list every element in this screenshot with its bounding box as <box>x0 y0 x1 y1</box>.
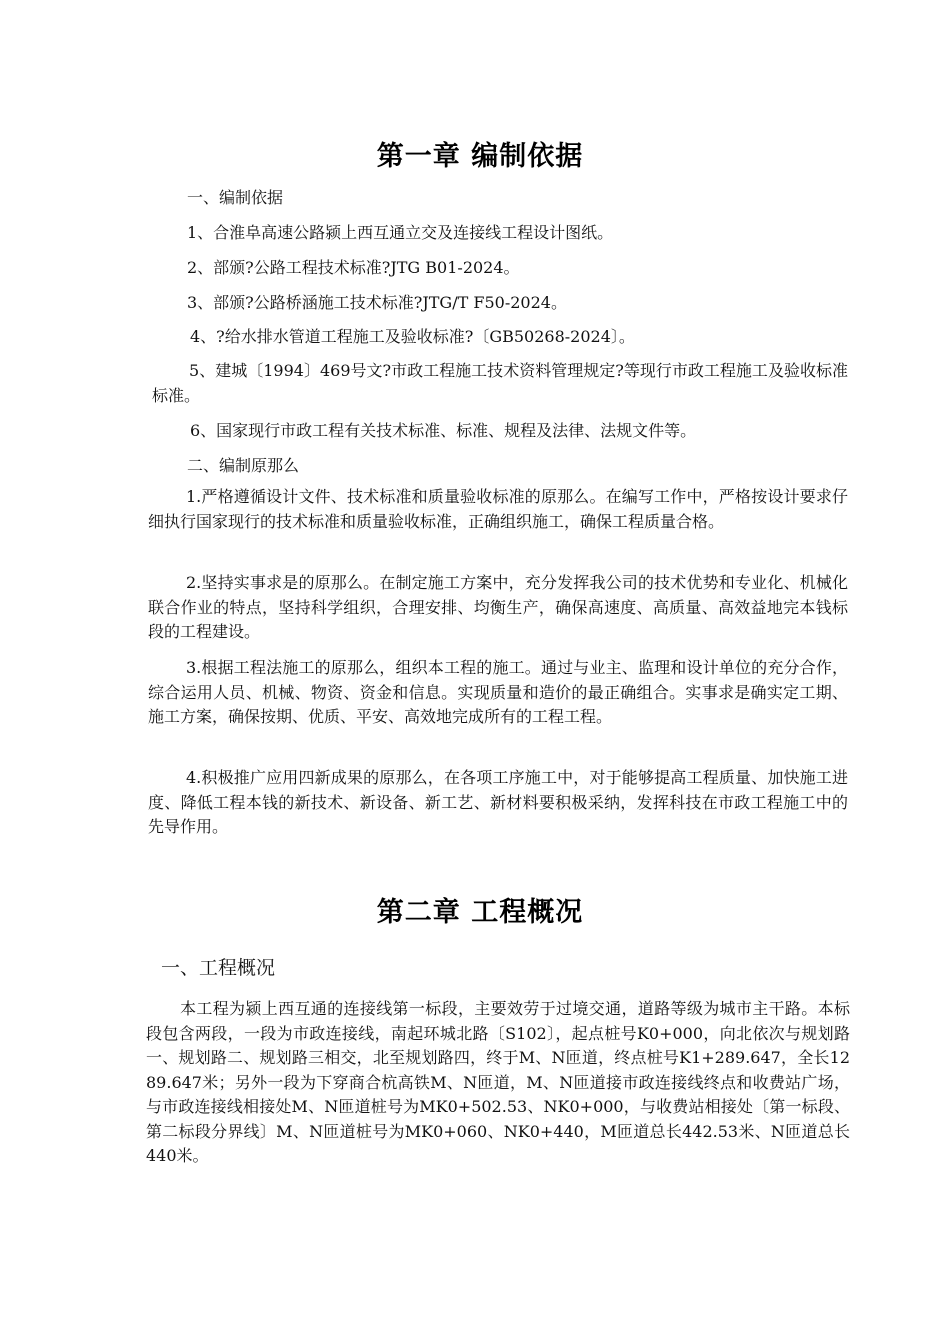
basis-item: 2、部颁?公路工程技术标准?JTG B01-2024。 <box>187 258 520 277</box>
chapter-2-title: 第二章 工程概况 <box>376 897 584 928</box>
principle-paragraph: 1.严格遵循设计文件、技术标准和质量验收标准的原那么。在编写工作中，严格按设计要求仔细执行国家现行的技术标准和质量验收标准，正确组织施工，确保工程质量合格。 <box>148 487 848 531</box>
basis-item: 1、合淮阜高速公路颍上西互通立交及连接线工程设计图纸。 <box>187 223 614 242</box>
section-heading-overview: 一、工程概况 <box>161 957 276 979</box>
principle-paragraph: 3.根据工程法施工的原那么，组织本工程的施工。通过与业主、监理和设计单位的充分合作，综合运用人员、机械、物资、资金和信息。实现质量和造价的最正确组合。实事求是确实定工期、施工方案，确保按期、优质、平安、高效地完成所有的工程工程。 <box>148 658 848 726</box>
basis-item: 5、建城〔1994〕469号文?市政工程施工技术资料管理规定?等现行市政工程施工及验收标准标准。 <box>152 361 848 405</box>
basis-item: 6、国家现行市政工程有关技术标准、标准、规程及法律、法规文件等。 <box>190 421 697 440</box>
principle-paragraph: 2.坚持实事求是的原那么。在制定施工方案中，充分发挥我公司的技术优势和专业化、机械化联合作业的特点，坚持科学组织，合理安排、均衡生产，确保高速度、高质量、高效益地完本钱标段的工程建设。 <box>148 573 848 641</box>
chapter-1-title: 第一章 编制依据 <box>376 141 584 172</box>
principle-paragraph: 4.积极推广应用四新成果的原那么，在各项工序施工中，对于能够提高工程质量、加快施工进度、降低工程本钱的新技术、新设备、新工艺、新材料要积极采纳，发挥科技在市政工程施工中的先导作用。 <box>148 768 848 836</box>
section-heading-principles: 二、编制原那么 <box>187 456 300 475</box>
section-heading-basis: 一、编制依据 <box>187 188 284 207</box>
overview-paragraph: 本工程为颍上西互通的连接线第一标段，主要效劳于过境交通，道路等级为城市主干路。本标段包含两段，一段为市政连接线，南起环城北路〔S102〕，起点桩号K0+000，向北依次与规划路一、规划路二、规划路三相交，北至规划路四，终于M、N匝道，终点桩号K1+289.647，全长1289.647米；另外一段为下穿商合杭高铁M、N匝道，M、N匝道接市政连接线终点和收费站广场，与市政连接线相接处M、N匝道桩号为MK0+502.53、NK0+000，与收费站相接处〔第一标段、第二标段分界线〕M、N匝道桩号为MK0+060、NK0+440，M匝道总长442.53米、N匝道总长440米。 <box>146 999 850 1165</box>
basis-item: 4、?给水排水管道工程施工及验收标准?〔GB50268-2024〕。 <box>190 327 635 346</box>
basis-item: 3、部颁?公路桥涵施工技术标准?JTG/T F50-2024。 <box>187 293 567 312</box>
